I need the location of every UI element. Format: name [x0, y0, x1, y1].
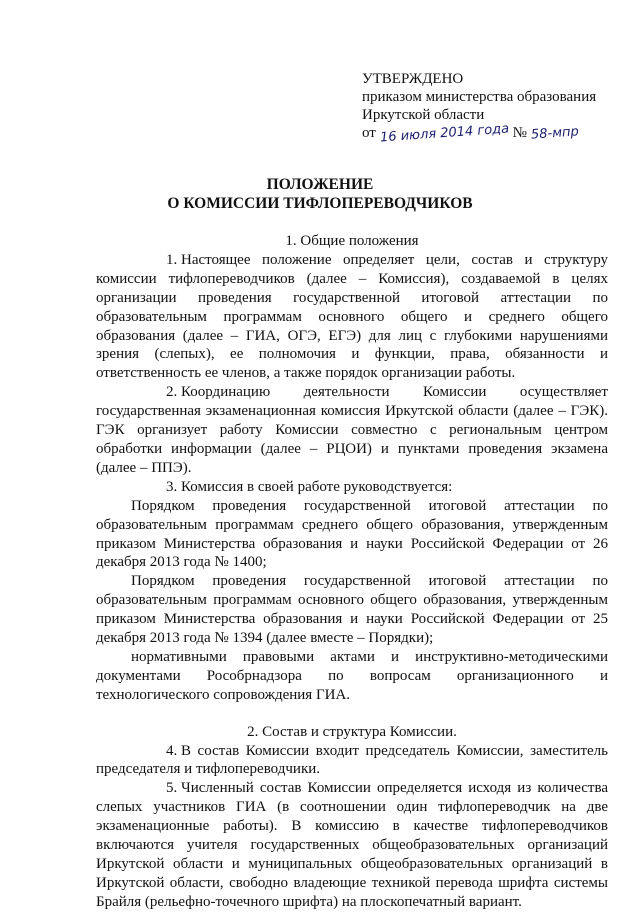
- paragraph-3a: Порядком проведения государственной итоговой аттестации по образовательным программам среднего общего образования, утвержденным приказом Министерства образования и науки Российской Федерации от 26 декабря 2013 года № 1400;: [96, 497, 608, 571]
- approval-stamp: [362, 70, 612, 146]
- title-line-2: О КОМИССИИ ТИФЛОПЕРЕВОДЧИКОВ: [167, 195, 473, 212]
- paragraph-3: [96, 478, 608, 497]
- paragraph-2-text: Координацию деятельности Комиссии осуществляет государственная экзаменационная комиссия Иркутской области (далее – ГЭК). ГЭК организует работу Комиссии совместно с региональным центром обработки информации (далее – РЦОИ) и пунктами проведения экзамена (далее – ППЭ).: [96, 384, 608, 476]
- document-title: [0, 175, 640, 213]
- title-line-1: ПОЛОЖЕНИЕ: [266, 176, 374, 193]
- section-2-heading: 2. Состав и структура Комиссии.: [247, 723, 457, 740]
- paragraph-3c: нормативными правовыми актами и инструктивно-методическими документами Рособрнадзора по вопросам организационного и технологического сопровождения ГИА.: [96, 648, 608, 703]
- paragraph-5-text: Численный состав Комиссии определяется исходя из количества слепых участников ГИА (в соотношении один тифлопереводчик на две экзаменационные работы). В комиссию в качестве тифлопереводчиков включаются учителя государственных общеобразовательных организаций Иркутской области и муниципальных общеобразовательных организаций в Иркутской области, свободно владеющие техникой перевода шрифта системы Брайля (рельефно-точечного шрифта) на плоскопечатный вариант.: [96, 780, 608, 910]
- paragraph-3-text: Комиссия в своей работе руководствуется:: [181, 478, 453, 495]
- paragraph-3-number: 3.: [166, 478, 178, 495]
- approval-region: Иркутской области: [362, 107, 485, 123]
- paragraph-1-text: Настоящее положение определяет цели, состав и структуру комиссии тифлопереводчиков (далее – Комиссия), создаваемой в целях организации проведения государственной итоговой аттестации по образовательным программам основного общего и среднего общего образования (далее – ГИА, ОГЭ, ЕГЭ) для лиц с глубокими нарушениями зрения (слепых), ее полномочия и функции, права, обязанности и ответственность ее членов, а также порядок организации работы.: [96, 251, 608, 382]
- approval-number-prefix: №: [512, 125, 527, 141]
- document-body: [96, 232, 608, 912]
- paragraph-1: [96, 251, 608, 383]
- paragraph-2: [96, 383, 608, 478]
- paragraph-5: [96, 779, 608, 911]
- paragraph-5-number: 5.: [166, 780, 178, 797]
- approval-issuer: приказом министерства образования: [362, 89, 597, 105]
- paragraph-3b: Порядком проведения государственной итоговой аттестации по образовательным программам основного общего образования, утвержденным приказом Министерства образования и науки Российской Федерации от 25 декабря 2013 года № 1394 (далее вместе – Порядки);: [96, 573, 608, 647]
- paragraph-4: [96, 742, 608, 780]
- paragraph-1-number: 1.: [166, 251, 178, 268]
- approval-number-handwritten: 58-мпр: [530, 124, 579, 143]
- paragraph-4-text: В состав Комиссии входит председатель Комиссии, заместитель председателя и тифлопереводчики.: [96, 742, 608, 778]
- paragraph-4-number: 4.: [166, 742, 178, 759]
- section-spacer: [96, 705, 608, 723]
- approval-date-handwritten: 16 июля 2014 года: [379, 121, 510, 146]
- paragraph-2-number: 2.: [166, 384, 178, 401]
- approval-date-line: [362, 121, 612, 146]
- section-1-heading: 1. Общие положения: [285, 233, 419, 249]
- approval-date-prefix: от: [362, 125, 376, 141]
- approval-heading: УТВЕРЖДЕНО: [362, 71, 464, 87]
